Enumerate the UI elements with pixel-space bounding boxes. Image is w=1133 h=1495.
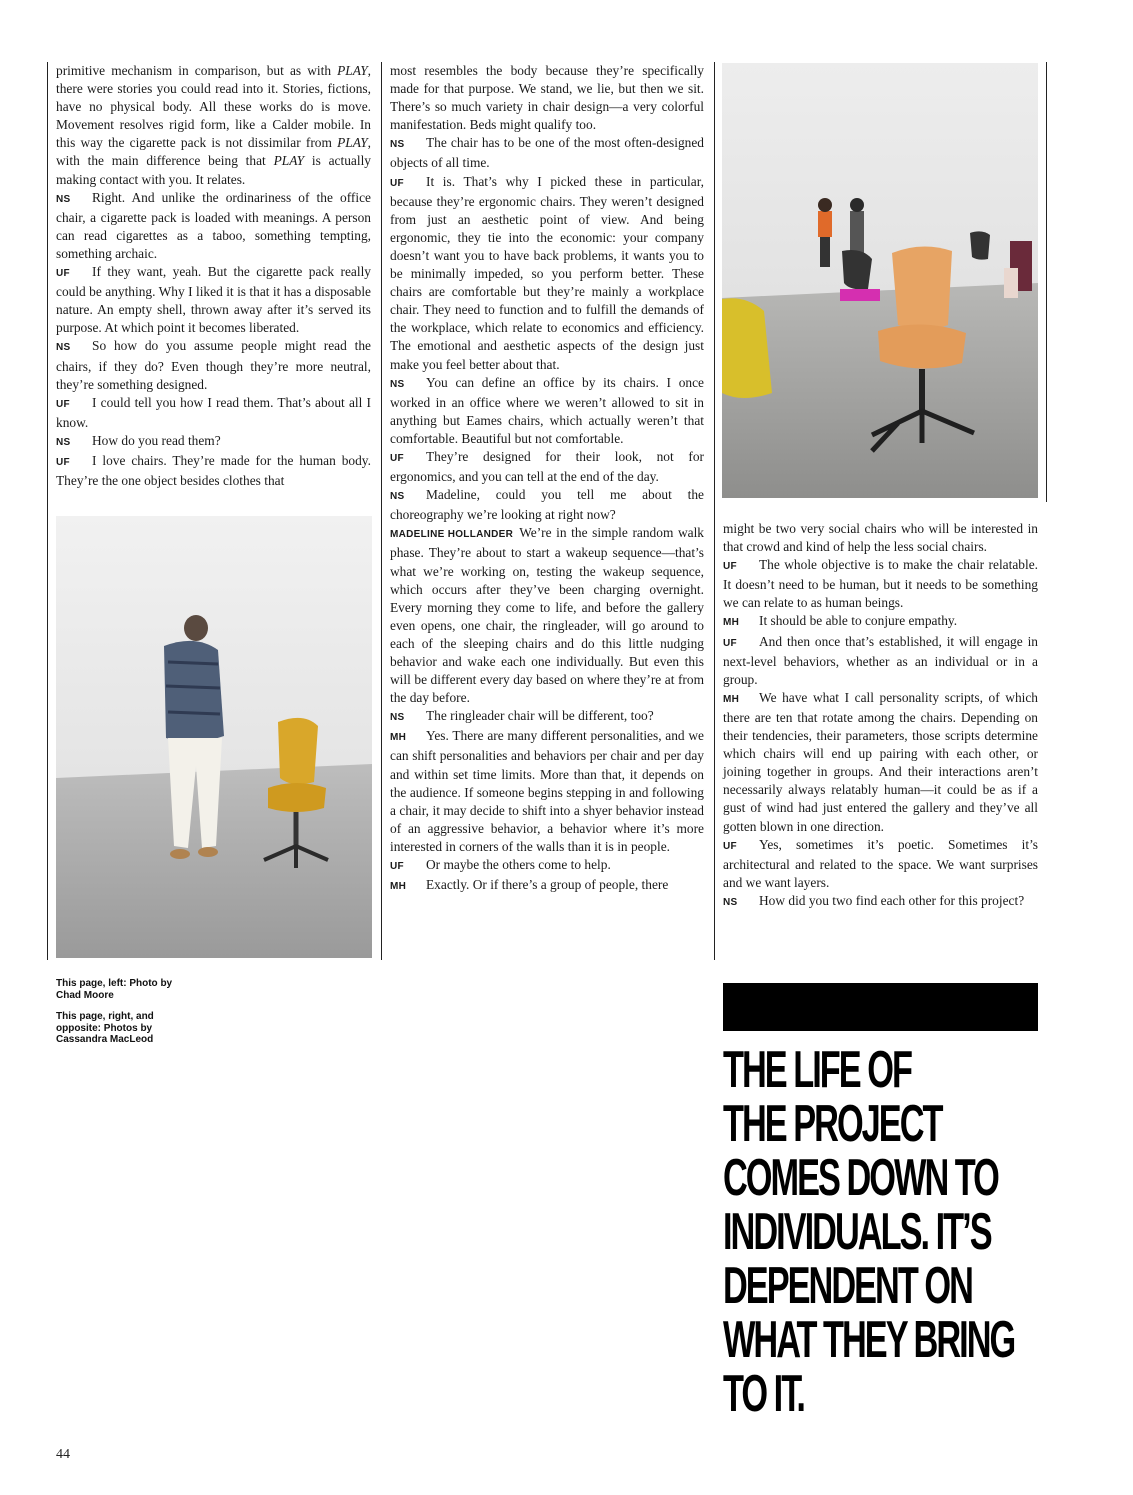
paragraph-text: Madeline, could you tell me about the choreography we’re looking at right now? bbox=[390, 487, 704, 523]
speaker-label: NS bbox=[56, 193, 71, 205]
speaker-label: NS bbox=[390, 139, 405, 151]
pull-quote-line: THE PROJECT bbox=[723, 1095, 942, 1153]
paragraph-text: is actually making contact with you. It relates. bbox=[56, 153, 371, 187]
pull-quote-line: TO IT. bbox=[723, 1365, 804, 1423]
speaker-label: UF bbox=[56, 456, 70, 468]
pull-quote-line: DEPENDENT ON bbox=[723, 1257, 972, 1315]
speaker-label: MADELINE HOLLANDER bbox=[390, 529, 514, 541]
speaker-label: UF bbox=[390, 177, 404, 189]
article-column-2 bbox=[390, 62, 704, 896]
paragraph bbox=[390, 173, 704, 374]
paragraph-text: primitive mechanism in comparison, but as with bbox=[56, 63, 338, 78]
work-title: PLAY bbox=[337, 135, 368, 151]
speaker-label: MH bbox=[723, 617, 740, 629]
paragraph-text: might be two very social chairs who will be interested in that crowd and kind of help the less social chairs. bbox=[723, 521, 1038, 555]
paragraph bbox=[723, 836, 1038, 892]
paragraph bbox=[390, 486, 704, 524]
speaker-label: NS bbox=[390, 491, 405, 503]
photo-credits bbox=[56, 978, 196, 1056]
paragraph-text: How do you read them? bbox=[92, 432, 221, 448]
article-column-1 bbox=[56, 62, 371, 490]
speaker-label: UF bbox=[56, 398, 70, 410]
paragraph bbox=[390, 62, 704, 134]
paragraph bbox=[723, 633, 1038, 689]
paragraph bbox=[390, 876, 704, 896]
speaker-label: UF bbox=[723, 637, 737, 649]
paragraph-text: It is. That’s why I picked these in particular, because they’re ergonomic chairs. They weren’t designed from just an aesthetic point of view. And being ergonomic, they tie into the economic: your company doesn’t want you to have back problems, it wants you to be minimally impeded, so you perform better. These chairs are comfortable but they’re mainly a workplace chair. They need to function and to fulfill the demands of the workplace, which relate to economics and efficiency. The emotional and aesthetic aspects of the design just make you feel better about that. bbox=[390, 173, 704, 372]
speaker-label: NS bbox=[390, 378, 405, 390]
paragraph-text: Yes. There are many different personalities, and we can shift personalities and behaviors per chair and per day and within set time limits. More than that, it depends on the audience. If someone begins stepping in and following a chair, it may decide to shift into a shyer behavior instead of an aggressive behavior, a behavior where it’s more interested in corners of the walls than it is in people. bbox=[390, 728, 704, 854]
paragraph bbox=[56, 432, 371, 452]
paragraph-text: And then once that’s established, it will engage in next-level behaviors, whether as an individual or in a group. bbox=[723, 633, 1038, 687]
speaker-label: UF bbox=[390, 861, 404, 873]
paragraph bbox=[390, 448, 704, 486]
paragraph bbox=[723, 520, 1038, 556]
speaker-label: MH bbox=[390, 732, 407, 744]
pull-quote-line: THE LIFE OF bbox=[723, 1041, 911, 1099]
speaker-label: NS bbox=[56, 342, 71, 354]
pull-quote bbox=[723, 1041, 1015, 1423]
paragraph bbox=[390, 374, 704, 448]
speaker-label: MH bbox=[390, 881, 407, 893]
caption-right-photo: This page, right, and opposite: Photos by Cassandra MacLeod bbox=[56, 1011, 154, 1045]
paragraph-text: How did you two find each other for this project? bbox=[759, 892, 1025, 908]
paragraph-text: It should be able to conjure empathy. bbox=[759, 613, 958, 629]
paragraph bbox=[390, 524, 704, 707]
paragraph-text: Or maybe the others come to help. bbox=[426, 857, 611, 873]
paragraph-text: I could tell you how I read them. That’s about all I know. bbox=[56, 394, 371, 430]
pull-quote-line: INDIVIDUALS. IT’S bbox=[723, 1203, 991, 1261]
paragraph-text: So how do you assume people might read the chairs, if they do? Even though they’re more neutral, they’re something designed. bbox=[56, 338, 371, 392]
speaker-label: UF bbox=[723, 840, 737, 852]
speaker-label: UF bbox=[723, 561, 737, 573]
paragraph-text: The chair has to be one of the most often-designed objects of all time. bbox=[390, 135, 704, 171]
paragraph bbox=[723, 612, 1038, 632]
paragraph bbox=[723, 556, 1038, 612]
speaker-label: MH bbox=[723, 693, 740, 705]
work-title: PLAY bbox=[337, 63, 368, 78]
speaker-label: NS bbox=[723, 896, 738, 908]
photo-gallery-chairs bbox=[722, 63, 1038, 498]
paragraph-text: , there were stories you could read into it. Stories, fictions, have no physical body. All these works do is move. Movement resolves rigid form, like a Calder mobile. In this way the cigarette pack is not dissimilar from bbox=[56, 63, 371, 151]
pull-quote-bar bbox=[723, 983, 1038, 1031]
page-number: 44 bbox=[56, 1447, 70, 1462]
paragraph bbox=[56, 62, 371, 189]
paragraph-text: We have what I call personality scripts, of which there are ten that rotate among the chairs. Depending on their tendencies, their parameters, those scripts determine which chairs will end up pairing with each other, or joining together in groups. And their interactions aren’t necessarily always relatably human—it could be as if a gust of wind had just entered the gallery and they’ve all gotten blown in one direction. bbox=[723, 689, 1038, 834]
speaker-label: UF bbox=[56, 268, 70, 280]
paragraph bbox=[56, 189, 371, 263]
speaker-label: UF bbox=[390, 452, 404, 464]
paragraph bbox=[56, 452, 371, 490]
paragraph-text: I love chairs. They’re made for the human body. They’re the one object besides clothes that bbox=[56, 452, 371, 489]
speaker-label: NS bbox=[390, 712, 405, 724]
photo-man-with-yellow-chair bbox=[56, 516, 372, 958]
paragraph-text: The whole objective is to make the chair relatable. It doesn’t need to be human, but it needs to be something we can relate to as human beings. bbox=[723, 557, 1038, 611]
paragraph-text: , with the main difference being that bbox=[56, 135, 371, 169]
column-rule-middle-1 bbox=[381, 62, 382, 960]
speaker-label: NS bbox=[56, 436, 71, 448]
column-rule-left bbox=[47, 62, 48, 960]
paragraph-text: We’re in the simple random walk phase. They’re about to start a wakeup sequence—that’s what we’re working on, testing the wakeup sequence, which occurs after they’ve been charging overnight. Every morning they come to life, and before the gallery even opens, one chair, the ringleader, will go around to each of the sleeping chairs and do this little nudging behavior and wake each one individually. But even this will be different every day based on where they’re at from the day before. bbox=[390, 525, 704, 706]
paragraph-text: If they want, yeah. But the cigarette pack really could be anything. Why I liked it is that it has a disposable nature. An empty shell, thrown away after it’s served its purpose. At which point it becomes liberated. bbox=[56, 264, 371, 336]
pull-quote-line: COMES DOWN TO bbox=[723, 1149, 998, 1207]
paragraph-text: They’re designed for their look, not for ergonomics, and you can tell at the end of the day. bbox=[390, 448, 704, 485]
column-rule-right bbox=[1046, 62, 1047, 502]
paragraph bbox=[390, 134, 704, 172]
paragraph-text: Yes, sometimes it’s poetic. Sometimes it’s architectural and related to the space. We want surprises and we want layers. bbox=[723, 836, 1038, 890]
paragraph bbox=[56, 337, 371, 393]
paragraph bbox=[390, 707, 704, 727]
caption-left-photo: This page, left: Photo by Chad Moore bbox=[56, 978, 173, 1001]
paragraph bbox=[723, 689, 1038, 836]
pull-quote-line: WHAT THEY BRING bbox=[723, 1311, 1015, 1369]
paragraph bbox=[723, 892, 1038, 912]
paragraph-text: The ringleader chair will be different, too? bbox=[426, 708, 654, 724]
paragraph bbox=[56, 394, 371, 432]
paragraph bbox=[390, 727, 704, 856]
paragraph bbox=[56, 263, 371, 337]
paragraph-text: You can define an office by its chairs. I once worked in an office where we weren’t allowed to sit in anything but Eames chairs, which actually weren’t that comfortable. Beautiful but not comfortable. bbox=[390, 374, 704, 446]
paragraph bbox=[390, 856, 704, 876]
work-title: PLAY bbox=[273, 153, 305, 169]
paragraph-text: Exactly. Or if there’s a group of people, there bbox=[426, 877, 669, 893]
paragraph-text: Right. And unlike the ordinariness of the office chair, a cigarette pack is loaded with meanings. A person can read cigarettes as a taboo, something tempting, something archaic. bbox=[56, 189, 371, 261]
article-column-3 bbox=[723, 520, 1038, 912]
paragraph-text: most resembles the body because they’re specifically made for that purpose. We stand, we lie, but then we sit. There’s so much variety in chair design—a very colorful manifestation. Beds might qualify too. bbox=[390, 63, 704, 133]
column-rule-middle-2 bbox=[714, 62, 715, 960]
